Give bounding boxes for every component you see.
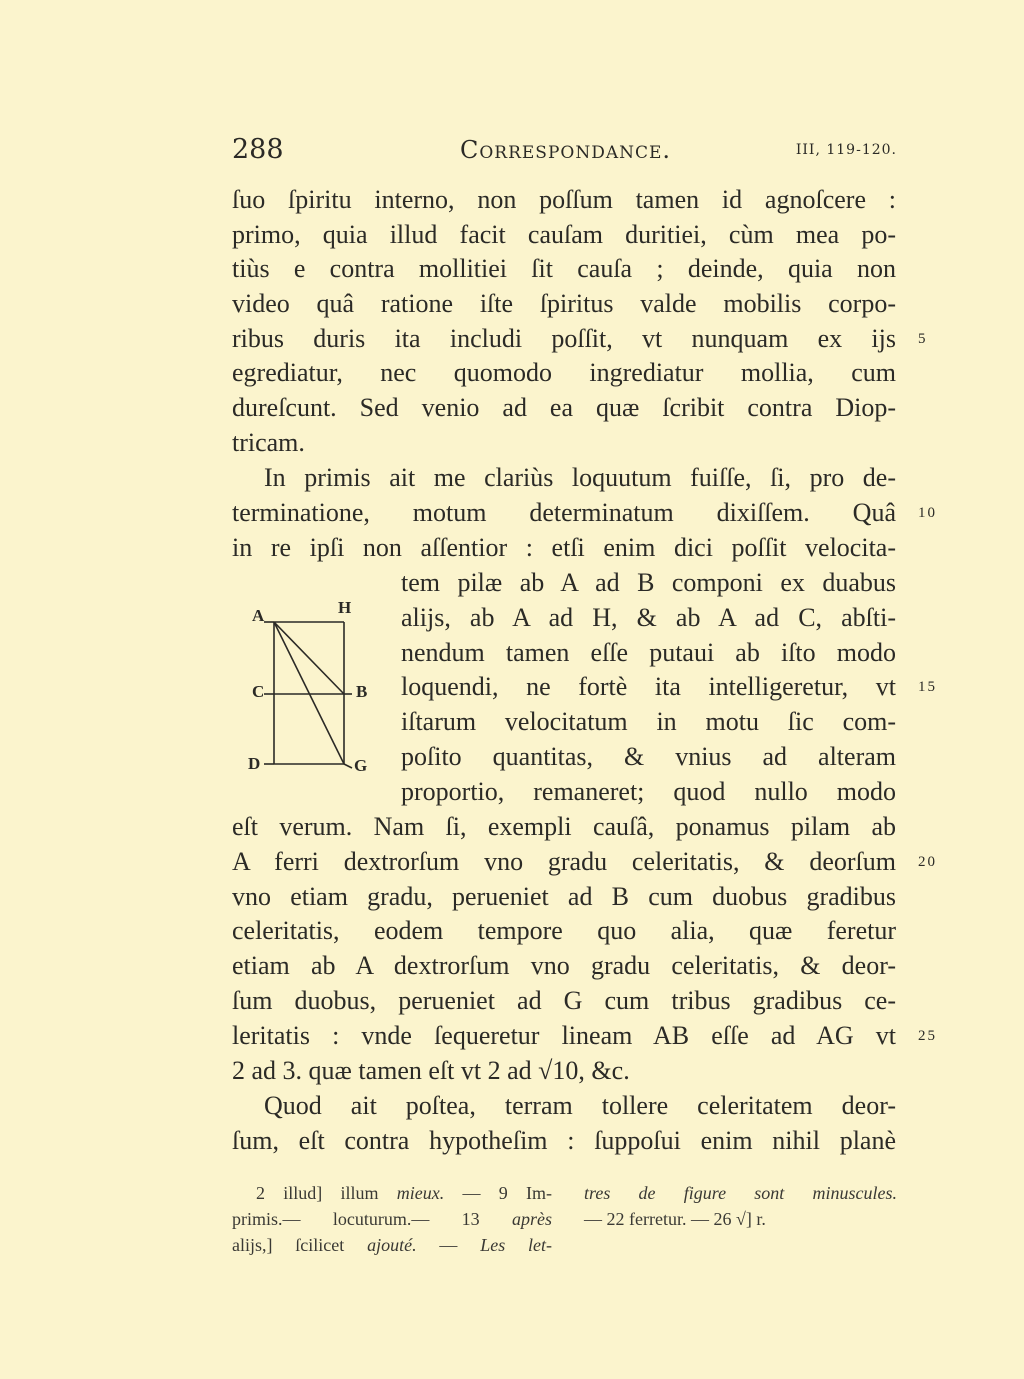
text-line: in re ipſi non aſſentior : etſi enim dici poſſit velocita- [232, 533, 896, 562]
text-line: eſt verum. Nam ſi, exempli cauſâ, ponamus pilam ab [232, 812, 896, 841]
volume-reference: III, 119-120. [795, 142, 897, 158]
label-g: G [354, 756, 368, 775]
label-d: D [248, 754, 261, 773]
text-line: leritatis : vnde ſequeretur lineam AB eſſe ad AG vt [232, 1021, 896, 1050]
text-line: ſuo ſpiritu interno, non poſſum tamen id agnoſcere : [232, 185, 896, 214]
text-line: iſtarum velocitatum in motu ſic com- [401, 707, 896, 736]
footnote-italic: après [512, 1209, 552, 1229]
line-number: 25 [918, 1028, 937, 1044]
text-line: poſito quantitas, & vnius ad alteram [401, 742, 896, 771]
footnote-line: tres de figure sont minuscules. [584, 1183, 897, 1203]
text-line: alijs, ab A ad H, & ab A ad C, abſti- [401, 603, 896, 632]
text-line: primo, quia illud facit cauſam duritiei, cùm mea po- [232, 220, 896, 249]
line-number: 15 [918, 679, 937, 695]
line-number: 20 [918, 854, 937, 870]
text-line: egrediatur, nec quomodo ingrediatur mollia, cum [232, 358, 896, 387]
text-line: etiam ab A dextrorſum vno gradu celeritatis, & deor- [232, 951, 896, 980]
footnote-line [232, 1232, 552, 1258]
text-line: video quâ ratione iſte ſpiritus valde mobilis corpo- [232, 289, 896, 318]
text-line: A ferri dextrorſum vno gradu celeritatis, & deorſum [232, 847, 896, 876]
line-number: 10 [918, 505, 937, 521]
text-line: dureſcunt. Sed venio ad ea quæ ſcribit contra Diop- [232, 393, 896, 422]
footnote-line [232, 1206, 552, 1232]
page-header [232, 134, 897, 168]
footnote-line: — 22 ferretur. — 26 √] r. [584, 1209, 766, 1229]
label-a: A [252, 606, 265, 625]
tick-g [344, 764, 352, 768]
footnote-line [232, 1180, 552, 1206]
footnote-text: alijs,] ſcilicet [232, 1235, 368, 1255]
text-line: terminatione, motum determinatum dixiſſem. Quâ [232, 498, 896, 527]
text-line: tricam. [232, 428, 305, 457]
geometric-figure [244, 596, 380, 780]
text-line: Quod ait poſtea, terram tollere celeritatem deor- [264, 1091, 896, 1120]
label-h: H [338, 598, 352, 617]
footnote-text: — 9 Im- [444, 1183, 552, 1203]
footnote-text: 2 illud] illum [256, 1183, 397, 1203]
text-line: ſum, eſt contra hypotheſim : ſuppoſui enim nihil planè [232, 1126, 896, 1155]
text-line: tiùs e contra mollitiei ſit cauſa ; deinde, quia non [232, 254, 896, 283]
line-number: 5 [918, 331, 928, 347]
label-b: B [356, 682, 368, 701]
footnotes-right-column [584, 1180, 897, 1232]
text-line: In primis ait me clariùs loquutum fuiſſe, ſi, pro de- [264, 463, 896, 492]
footnotes-left-column [232, 1180, 552, 1258]
text-line: ſum duobus, perueniet ad G cum tribus gradibus ce- [232, 986, 896, 1015]
line-ag [274, 622, 344, 764]
line-ab [274, 622, 344, 694]
text-line: vno etiam gradu, perueniet ad B cum duobus gradibus [232, 882, 896, 911]
footnote-italic: ajouté. [367, 1235, 417, 1255]
text-line: nendum tamen eſſe putaui ab iſto modo [401, 638, 896, 667]
footnote-italic: mieux. [396, 1183, 445, 1203]
text-line: celeritatis, eodem tempore quo alia, quæ feretur [232, 916, 896, 945]
label-c: C [252, 682, 265, 701]
text-line: proportio, remaneret; quod nullo modo [401, 777, 896, 806]
text-line: 2 ad 3. quæ tamen eſt vt 2 ad √10, &c. [232, 1056, 630, 1085]
running-title: Correspondance. [460, 136, 672, 164]
footnote-text: — [416, 1235, 481, 1255]
text-line: ribus duris ita includi poſſit, vt nunquam ex ijs [232, 324, 896, 353]
page-number: 288 [232, 134, 284, 165]
footnote-italic: Les let- [480, 1235, 552, 1255]
text-line: tem pilæ ab A ad B componi ex duabus [401, 568, 896, 597]
footnote-text: primis.— locuturum.— 13 [232, 1209, 512, 1229]
text-line: loquendi, ne fortè ita intelligeretur, vt [401, 672, 896, 701]
